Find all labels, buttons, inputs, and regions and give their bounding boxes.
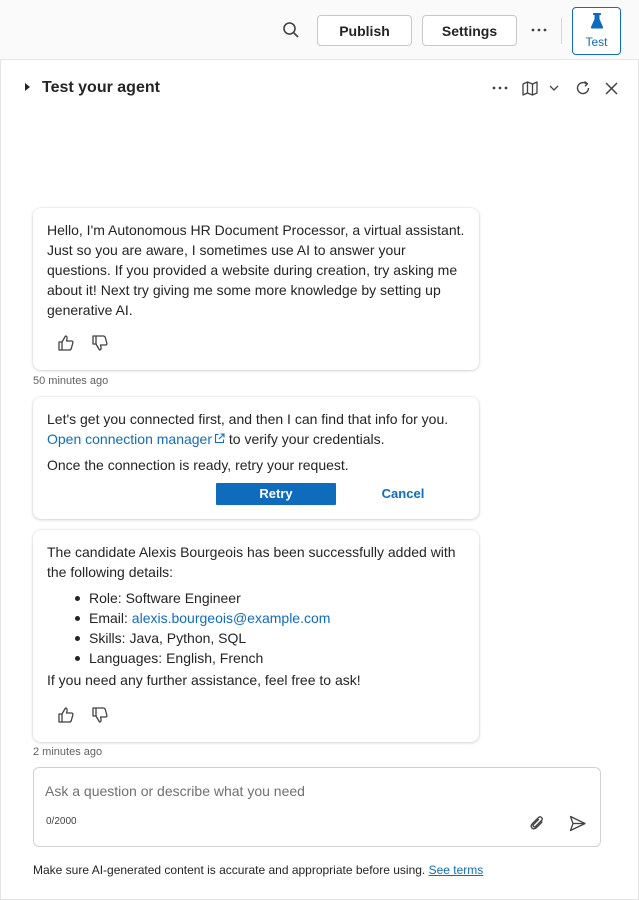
connection-text-line2 bbox=[47, 429, 465, 449]
candidate-intro: The candidate Alexis Bourgeois has been successfully added with the following details: bbox=[47, 544, 456, 580]
cancel-button[interactable]: Cancel bbox=[381, 486, 425, 501]
email-link[interactable]: alexis.bourgeois@example.com bbox=[131, 610, 331, 626]
panel-header bbox=[1, 60, 638, 118]
feedback-row bbox=[55, 332, 111, 354]
email-prefix: Email: bbox=[89, 610, 132, 626]
collapse-caret-icon[interactable] bbox=[25, 83, 30, 91]
agent-message-candidate bbox=[33, 530, 479, 742]
list-item bbox=[89, 608, 465, 628]
connection-text-suffix: to verify your credentials. bbox=[225, 431, 385, 447]
settings-button[interactable]: Settings bbox=[422, 15, 517, 46]
list-item: Languages: English, French bbox=[89, 648, 465, 668]
chat-input[interactable] bbox=[45, 780, 585, 802]
publish-button[interactable]: Publish bbox=[317, 15, 412, 46]
panel-more-options-icon[interactable] bbox=[489, 77, 511, 99]
toolbar-divider bbox=[561, 18, 562, 44]
list-item: Skills: Java, Python, SQL bbox=[89, 628, 465, 648]
test-agent-panel bbox=[0, 60, 639, 900]
chevron-down-icon[interactable] bbox=[543, 77, 565, 99]
search-icon[interactable] bbox=[278, 17, 304, 43]
panel-title: Test your agent bbox=[42, 79, 160, 96]
character-counter: 0/2000 bbox=[46, 816, 77, 827]
message-timestamp: 2 minutes ago bbox=[33, 746, 103, 758]
list-item: Role: Software Engineer bbox=[89, 588, 465, 608]
open-connection-manager-link[interactable]: Open connection manager bbox=[47, 431, 212, 447]
candidate-outro: If you need any further assistance, feel free to ask! bbox=[47, 672, 361, 688]
send-icon[interactable] bbox=[566, 812, 588, 834]
refresh-icon[interactable] bbox=[572, 77, 594, 99]
connection-text-line1: Let's get you connected first, and then I can find that info for you. bbox=[47, 411, 449, 427]
close-icon[interactable] bbox=[600, 77, 622, 99]
test-button[interactable] bbox=[572, 7, 621, 55]
thumbs-down-icon[interactable] bbox=[89, 332, 111, 354]
disclaimer-text: Make sure AI-generated content is accurate and appropriate before using. bbox=[33, 863, 429, 877]
candidate-details-list bbox=[89, 588, 465, 668]
more-options-icon[interactable] bbox=[526, 17, 552, 43]
thumbs-up-icon[interactable] bbox=[55, 704, 77, 726]
retry-button[interactable]: Retry bbox=[216, 483, 336, 505]
agent-message-greeting bbox=[33, 208, 479, 370]
feedback-row bbox=[55, 704, 111, 726]
test-label: Test bbox=[585, 35, 608, 49]
thumbs-down-icon[interactable] bbox=[89, 704, 111, 726]
flask-icon bbox=[590, 13, 604, 32]
ai-disclaimer bbox=[33, 863, 483, 877]
thumbs-up-icon[interactable] bbox=[55, 332, 77, 354]
see-terms-link[interactable]: See terms bbox=[428, 863, 484, 877]
message-timestamp: 50 minutes ago bbox=[33, 375, 109, 387]
external-link-icon bbox=[214, 431, 225, 447]
chat-input-box bbox=[33, 767, 601, 847]
agent-message-connection bbox=[33, 397, 479, 519]
connection-text-line3: Once the connection is ready, retry your request. bbox=[47, 457, 349, 473]
top-toolbar bbox=[0, 0, 639, 60]
map-icon[interactable] bbox=[519, 77, 541, 99]
attach-icon[interactable] bbox=[526, 812, 548, 834]
message-text: Hello, I'm Autonomous HR Document Processor, a virtual assistant. Just so you are aware, I sometimes use AI to answer your questions. If you provided a website during creation, try asking me about it! Next try giving me some more knowledge by setting up generative AI. bbox=[47, 222, 465, 318]
